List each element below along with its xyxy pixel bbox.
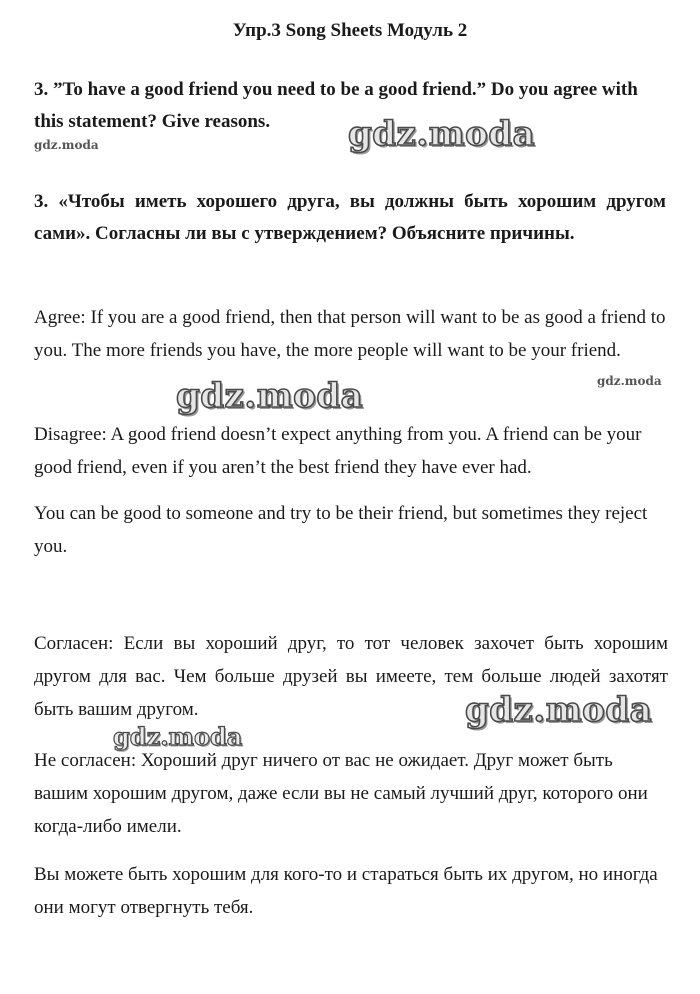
watermark-small: gdz.moda (34, 138, 99, 152)
watermark-large: gdz.moda (176, 376, 364, 416)
answer-ru-extra: Вы можете быть хорошим для кого-то и стараться быть их другом, но иногда они могут отвергнуть тебя. (34, 864, 658, 918)
answer-en-extra: You can be good to someone and try to be their friend, but sometimes they reject you. (34, 503, 648, 557)
watermark-large: gdz.moda (348, 114, 536, 154)
answer-ru-disagree: Не согласен: Хороший друг ничего от вас не ожидает. Друг может быть вашим хорошим другом, даже если вы не самый лучший друг, которого они когда-либо имели. (34, 750, 648, 837)
answer-ru-agree: Согласен: Если вы хороший друг, то тот человек захочет быть хорошим другом для вас. Чем больше друзей вы имеете, тем больше людей захотят быть вашим другом. (34, 633, 668, 720)
task-russian: 3. «Чтобы иметь хорошего друга, вы должны быть хорошим другом сами». Согласны ли вы с утверждением? Объясните причины. (34, 191, 666, 244)
answer-en-agree: Agree: If you are a good friend, then that person will want to be as good a friend to you. The more friends you have, the more people will want to be your friend. (34, 307, 666, 361)
watermark-large: gdz.moda (465, 690, 653, 730)
watermark-medium: gdz.moda (113, 722, 243, 751)
answer-en-disagree: Disagree: A good friend doesn’t expect anything from you. A friend can be your good friend, even if you aren’t the best friend they have ever had. (34, 424, 642, 478)
watermark-small: gdz.moda (597, 374, 662, 388)
page-title: Упр.3 Song Sheets Модуль 2 (232, 20, 468, 41)
task-english: 3. ”To have a good friend you need to be a good friend.” Do you agree with this statement? Give reasons. (34, 79, 638, 132)
